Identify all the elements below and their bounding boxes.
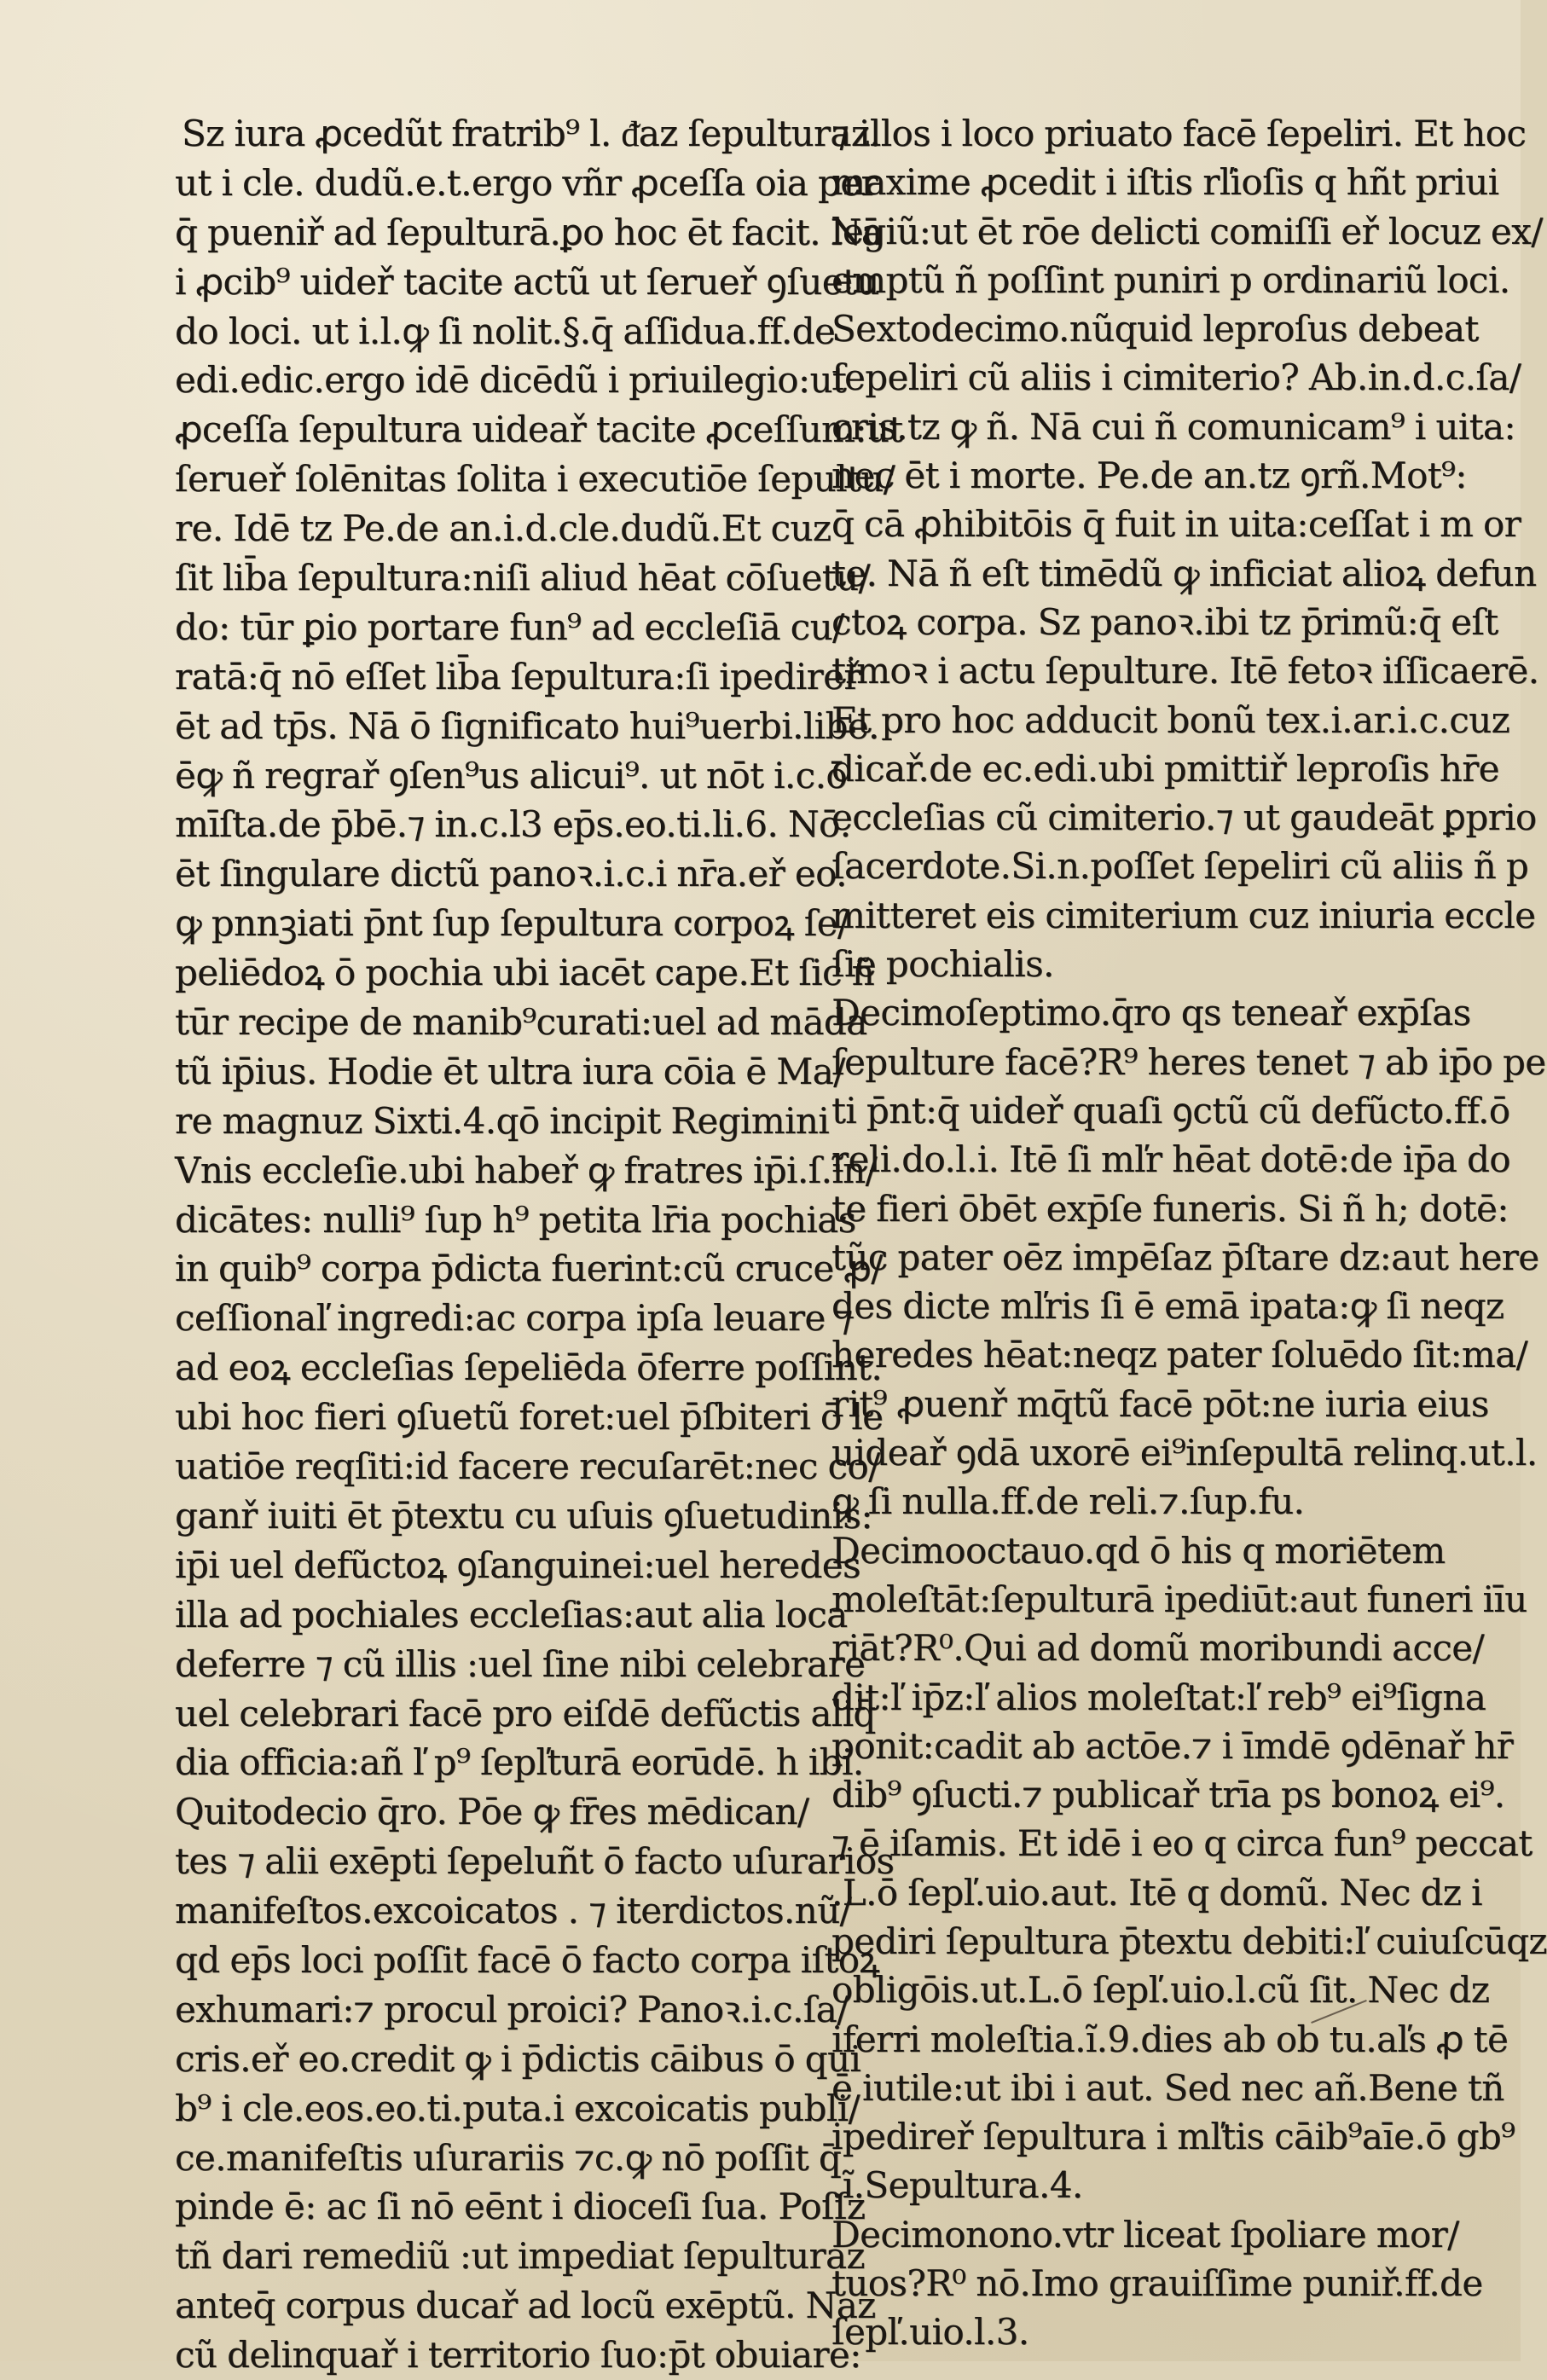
text-line: tũ ip̄ius. Hodie ēt ultra iura cōia ē Ma/ [175, 1050, 845, 1092]
text-line: dicař.de ec.edi.ubi pmittiř leproſis hr̄e [831, 747, 1499, 790]
text-line: dicātes: nulli⁹ ſup h⁹ petita lr̄ia pochias [175, 1198, 856, 1241]
text-line: do loci. ut i.l.ꝙ ſi nolit.§.q̄ aſſidua.ff.de [175, 310, 836, 352]
text-line: emptũ ñ poſſint puniri p ordinariũ loci. [831, 258, 1510, 301]
text-line: ubi hoc fieri ꝯſuetũ foret:uel p̄ſbiteri ō le [175, 1396, 884, 1439]
text-line: illa ad pochiales eccleſias:aut alia loca [175, 1593, 848, 1636]
text-line: ti p̄nt:q̄ uideř quaſi ꝯctũ cũ defũcto.ff.ō [831, 1089, 1510, 1132]
text-line: ut i cle. dudũ.e.t.ergo vñr ꝓceſſa oia per [175, 161, 878, 204]
text-line: ē iutile:ut ibi i aut. Sed nec añ.Bene tñ [831, 2066, 1504, 2109]
text-line: qd ep̄s loci poſſit facē ō facto corpa iſtoꝝ [175, 1938, 880, 1981]
text-line: heredes hēat:neqz pater ſoluēdo ſit:ma/ [831, 1334, 1528, 1376]
text-line: ſit lib̄a ſepultura:niſi aliud hēat cōſuetu/ [175, 557, 871, 599]
text-line: ad eoꝝ eccleſias ſepeliēda ōferre poſſint. [175, 1346, 883, 1389]
text-line: ratā:q̄ nō eſſet lib̄a ſepultura:ſi ipedireř [175, 655, 860, 698]
text-line: uideař ꝯdā uxorē ei⁹inſepultā relinq.ut.l. [831, 1432, 1538, 1474]
text-line: ſepeliri cũ aliis i cimiterio? Ab.in.d.c.ſa/ [831, 356, 1521, 399]
text-line: cris.tz ꝙ ñ. Nā cui ñ comunicam⁹ i uita: [831, 405, 1515, 448]
text-line: iferri moleſtia.ĩ.9.dies ab ob tu.aľs ꝓ tē [831, 2018, 1509, 2060]
text-line: .L.ō ſepľ.uio.aut. Itē q domũ. Nec dz i [831, 1871, 1482, 1914]
text-line: obligōis.ut.L.ō ſepľ.uio.l.cũ ſit. Nec dz [831, 1969, 1490, 2012]
text-line: Decimoſeptimo.q̄ro qs teneař exp̄ſas [831, 992, 1471, 1034]
text-line: re. Idē tz Pe.de an.i.d.cle.dudũ.Et cuz [175, 507, 831, 550]
text-line: dib⁹ ꝯſucti.⁊ publicař trīa ps bonoꝝ ei⁹. [831, 1774, 1505, 1816]
text-line: uatiōe reqſiti:id facere recuſarēt:nec co/ [175, 1445, 880, 1488]
text-line: manifeſtos.excoicatos . ⁊ iterdictos.nũ/ [175, 1890, 852, 1932]
text-line: re magnuz Sixti.4.qō incipit Regimini [175, 1099, 830, 1142]
text-line: Sextodecimo.nũquid leproſus debeat [831, 308, 1479, 350]
text-line: tes ⁊ alii exēpti ſepeluñt ō facto uſurarios [175, 1840, 895, 1883]
text-line: do: tūr ꝑio portare fun⁹ ad eccleſiā cu/ [175, 605, 844, 648]
text-line: legiũ:ut ēt rōe delicti comiſſi eř locuz ex/ [831, 210, 1543, 252]
text-line: Sz iura ꝓcedũt fratrib⁹ l. ᵭaz ſepulturaz. [182, 113, 881, 154]
text-line: dia officia:añ ľ p⁹ ſepľturā eorūdē. h ibi. [175, 1741, 864, 1784]
text-line: anteq̄ corpus ducař ad locũ exēptũ. Naz [175, 2284, 876, 2327]
text-line: cũ delinquař i territorio ſuo:p̄t obuiare: [175, 2334, 861, 2377]
text-line: ſie pochialis. [831, 943, 1054, 986]
text-line: ce.manifeſtis uſurariis ⁊c.ꝙ nō poſſit q̄ [175, 2136, 842, 2179]
text-line: dit:ľ ip̄z:ľ alios moleſtat:ľ reb⁹ ei⁹ſigna [831, 1676, 1486, 1718]
text-line: edi.edic.ergo idē dicēdũ i priuilegio:ut [175, 359, 847, 402]
text-line: Decimooctauo.qd ō his q moriētem [831, 1529, 1446, 1572]
text-line: eccleſias cũ cimiterio.⁊ ut gaudeāt ꝑprio [831, 796, 1537, 839]
text-line: nec ēt i morte. Pe.de an.tz ꝯrñ.Mot⁹: [831, 455, 1467, 497]
text-line: ꝙ pnnꝫiati p̄nt ſup ſepultura corpoꝝ ſe/ [175, 902, 849, 945]
text-line: cris.eř eo.credit ꝙ i p̄dictis cāibus ō qui [175, 2037, 861, 2080]
right-text-column [831, 109, 1547, 2357]
text-line: ctoꝝ corpa. Sz panoꝛ.ibi tz p̄rimũ:q̄ eſt [831, 600, 1498, 643]
text-line: mīſta.de p̄bē.⁊ in.c.l3 ep̄s.eo.ti.li.6. Nō. [175, 803, 851, 846]
text-line: q̄ pueniř ad ſepulturā.ꝑo hoc ēt facit. Nā [175, 211, 883, 253]
text-line: maxime ꝓcedit i iſtis rľioſis q hñt priui [831, 161, 1499, 204]
text-line: ipedireř ſepultura i mľtis cāib⁹aīe.ō gb⁹ [831, 2116, 1515, 2158]
text-line: exhumari:⁊ procul proici? Panoꝛ.i.c.ſa/ [175, 1988, 849, 2030]
text-line: peliēdoꝝ ō pochia ubi iacēt cape.Et ſic ñ [175, 952, 875, 994]
text-line: tñ dari remediũ :ut impediat ſepulturaz [175, 2235, 865, 2278]
text-line: ēꝙ ñ regrař ꝯſen⁹us alicui⁹. ut nōt i.c.ō [175, 754, 848, 796]
text-line: .ĩ.Sepultura.4. [831, 2164, 1083, 2207]
text-line: ſepľ.uio.l.3. [831, 2311, 1029, 2354]
text-line: te. Nā ñ eſt timēdũ ꝙ inficiat alioꝝ defun [831, 552, 1537, 594]
text-line: deferre ⁊ cũ illis :uel ſine nibi celebrare [175, 1642, 866, 1685]
left-text-column [175, 109, 903, 2380]
text-line: b⁹ i cle.eos.eo.ti.puta.i excoicatis publi/ [175, 2087, 860, 2129]
text-line: Decimonono.vtr liceat ſpoliare mor/ [831, 2213, 1459, 2255]
text-line: pinde ē: ac ſi nō eēnt i dioceſi ſua. Poſſz [175, 2186, 866, 2228]
text-line: ēt ſingulare dictũ panoꝛ.i.c.i nr̄a.eř eo. [175, 853, 847, 895]
text-line: ip̄i uel defũctoꝝ ꝯſanguinei:uel heredes [175, 1543, 861, 1586]
text-line: uel celebrari facē pro eiſdē defũctis aliq̄ [175, 1692, 876, 1734]
text-line: Et pro hoc adducit bonũ tex.i.ar.i.c.cuz [831, 698, 1510, 741]
text-line: ponit:cadit ab actōe.⁊ i īmdē ꝯdēnař hr̄ [831, 1724, 1514, 1767]
text-line: Quitodecio q̄ro. Pōe ꝙ fr̄es mēdican/ [175, 1791, 809, 1833]
text-line: des dicte mľris ſi ē emā ipata:ꝙ ſi neqz [831, 1285, 1504, 1328]
text-line: pediri ſepultura p̄textu debiti:ľ cuiuſcūqz [831, 1920, 1547, 1962]
text-line: mitteret eis cimiterium cuz iniuria eccle [831, 894, 1536, 936]
text-line: ganř iuiti ēt p̄textu cu uſuis ꝯſuetudinis: [175, 1494, 872, 1537]
text-line: timoꝛ i actu ſepulture. Itē fetoꝛ iſſicaerē. [831, 650, 1539, 692]
text-line: tuos?R⁰ nō.Imo grauiſſime puniř.ff.de [831, 2262, 1483, 2305]
text-line: q̄ cā ꝓhibitōis q̄ fuit in uita:ceſſat i m or [831, 503, 1521, 546]
text-line: in quib⁹ corpa p̄dicta fuerint:cũ cruce ꝓ/ [175, 1248, 883, 1290]
text-line: ceſſionaľ ingredi:ac corpa ipſa leuare ⁊ [175, 1297, 853, 1340]
text-line: ſepulture facē?R⁹ heres tenet ⁊ ab ip̄o pe [831, 1040, 1546, 1083]
text-line: i ꝓcib⁹ uideř tacite actũ ut ſerueř ꝯſuetu [175, 260, 879, 303]
text-line: ſerueř ſolēnitas ſolita i executiōe ſepultu/ [175, 458, 895, 501]
text-line: reli.do.l.i. Itē ſi mľr hēat dotē:de ip̄a do [831, 1138, 1510, 1181]
text-line: ꝓceſſa ſepultura uideař tacite ꝓceſſum:ut [175, 408, 903, 451]
text-line: tūr recipe de manib⁹curati:uel ad māda [175, 1001, 867, 1044]
text-line: ⁊ illos i loco priuato facē ſepeliri. Et hoc [831, 113, 1527, 154]
text-line: tũc pater oēz impēſaz p̄ſtare dz:aut here [831, 1236, 1539, 1278]
text-line: ꝙ ſi nulla.ff.de reli.⁊.ſup.fu. [831, 1480, 1305, 1523]
text-line: ſacerdote.Si.n.poſſet ſepeliri cũ aliis ñ p [831, 845, 1529, 888]
text-line: ēt ad tp̄s. Nā ō ſignificato hui⁹uerbi.libe. [175, 704, 879, 747]
text-line: ⁊ ē iſamis. Et idē i eo q circa fun⁹ peccat [831, 1822, 1533, 1865]
text-line: Vnis eccleſie.ubi habeř ꝙ fratres ip̄i.ſ.ĩn/ [175, 1149, 878, 1191]
text-line: te fieri ōbēt exp̄ſe funeris. Si ñ h; dotē: [831, 1187, 1509, 1230]
text-line: moleſtāt:ſepulturā ipediūt:aut funeri iīu [831, 1578, 1527, 1620]
text-line: riāt?R⁰.Qui ad domũ moribundi acce/ [831, 1627, 1485, 1670]
text-line: rit⁹ ꝓuenř mq̄tũ facē pōt:ne iuria eius [831, 1382, 1489, 1425]
